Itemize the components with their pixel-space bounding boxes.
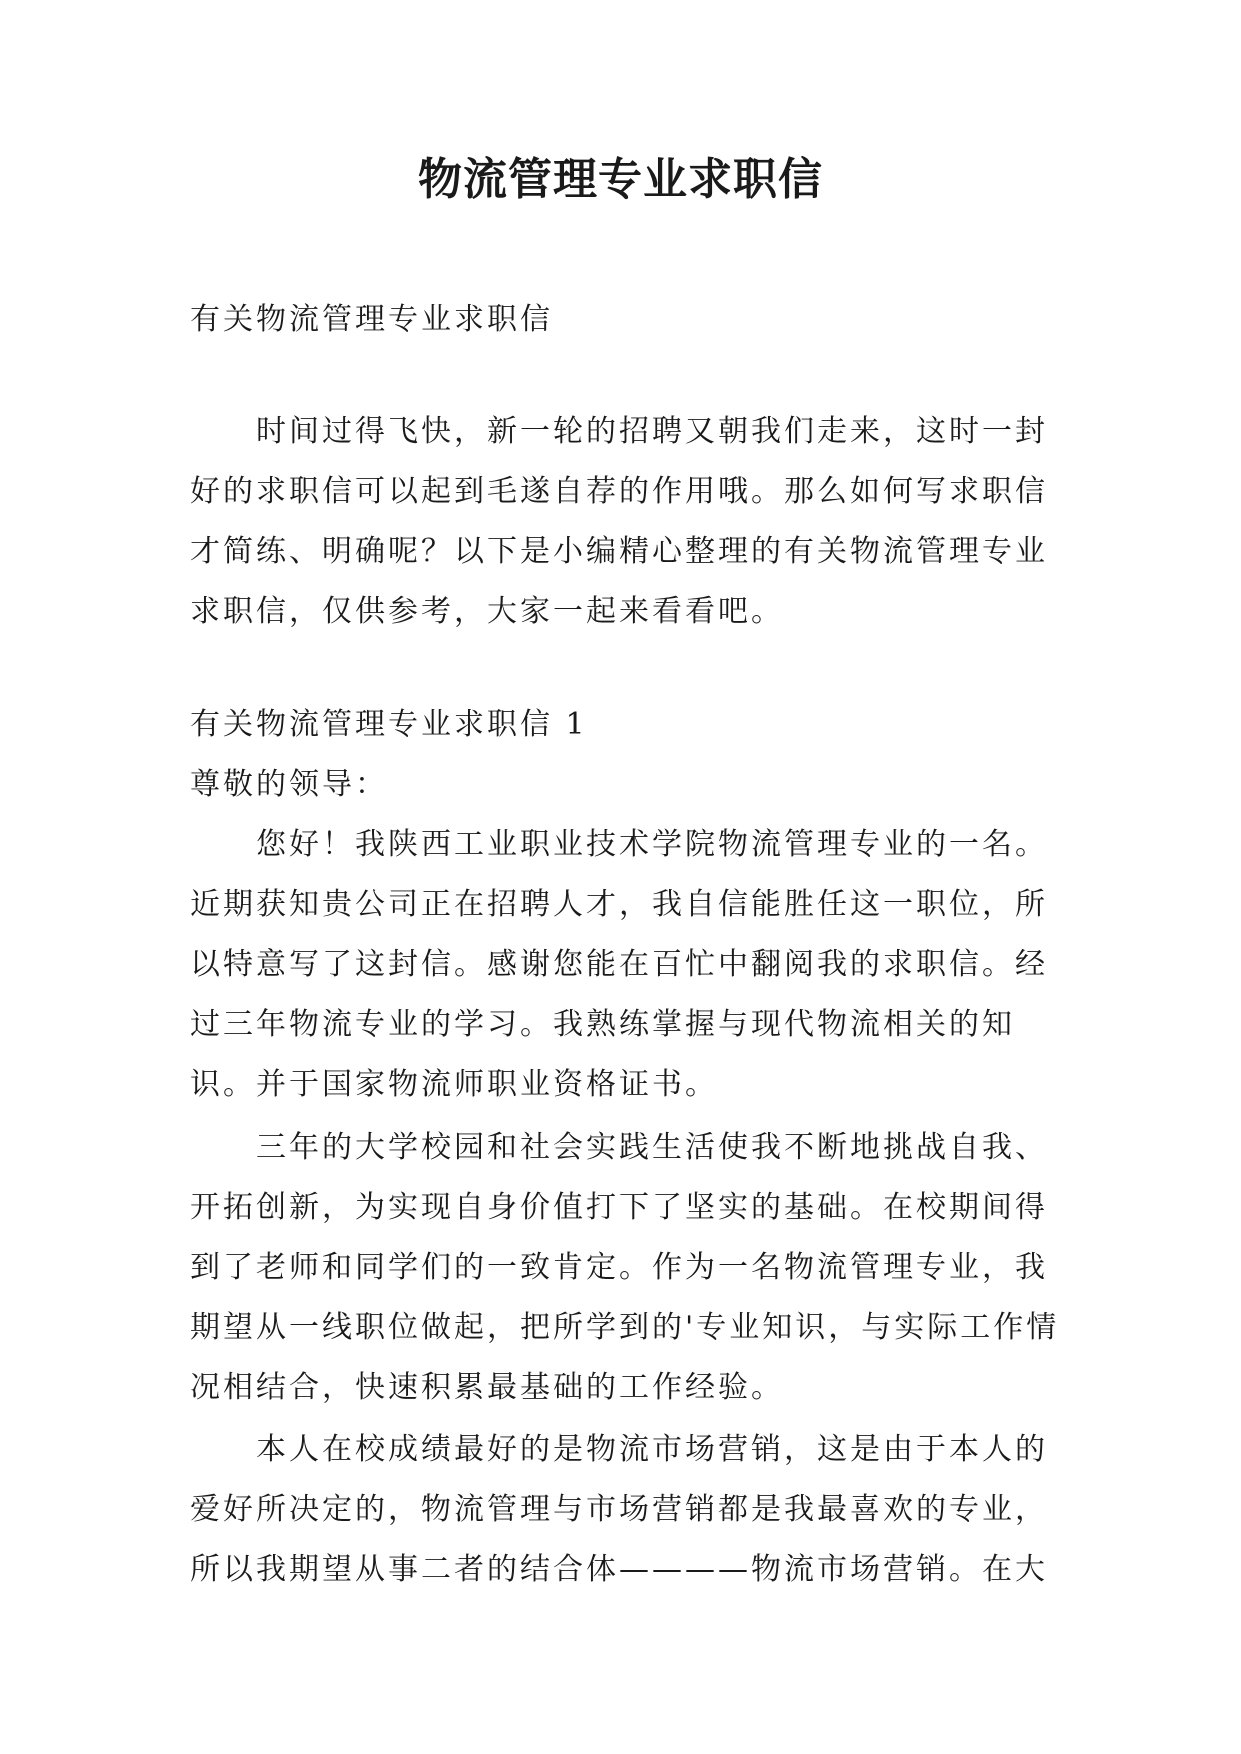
section-heading: 有关物流管理专业求职信 1 — [190, 707, 588, 742]
document-subtitle: 有关物流管理专业求职信 — [190, 302, 553, 337]
intro-paragraph: 时间过得飞快，新一轮的招聘又朝我们走来，这时一封好的求职信可以起到毛遂自荐的作用哦。那么如何写求职信才简练、明确呢？以下是小编精心整理的有关物流管理专业求职信，仅供参考，大家一起来看看吧。 — [190, 414, 1048, 629]
letter-paragraph: 您好！我陕西工业职业技术学院物流管理专业的一名。近期获知贵公司正在招聘人才，我自信能胜任这一职位，所以特意写了这封信。感谢您能在百忙中翻阅我的求职信。经过三年物流专业的学习。我熟练掌握与现代物流相关的知识。并于国家物流师职业资格证书。 — [190, 827, 1048, 1102]
letter-paragraph: 三年的大学校园和社会实践生活使我不断地挑战自我、开拓创新，为实现自身价值打下了坚实的基础。在校期间得到了老师和同学们的一致肯定。作为一名物流管理专业，我期望从一线职位做起，把所学到的'专业知识，与实际工作情况相结合，快速积累最基础的工作经验。 — [190, 1130, 1060, 1405]
document-title: 物流管理专业求职信 — [418, 154, 823, 205]
letter-paragraph: 本人在校成绩最好的是物流市场营销，这是由于本人的爱好所决定的，物流管理与市场营销都是我最喜欢的专业，所以我期望从事二者的结合体————物流市场营销。在大 — [190, 1432, 1048, 1587]
salutation: 尊敬的领导： — [190, 767, 388, 802]
